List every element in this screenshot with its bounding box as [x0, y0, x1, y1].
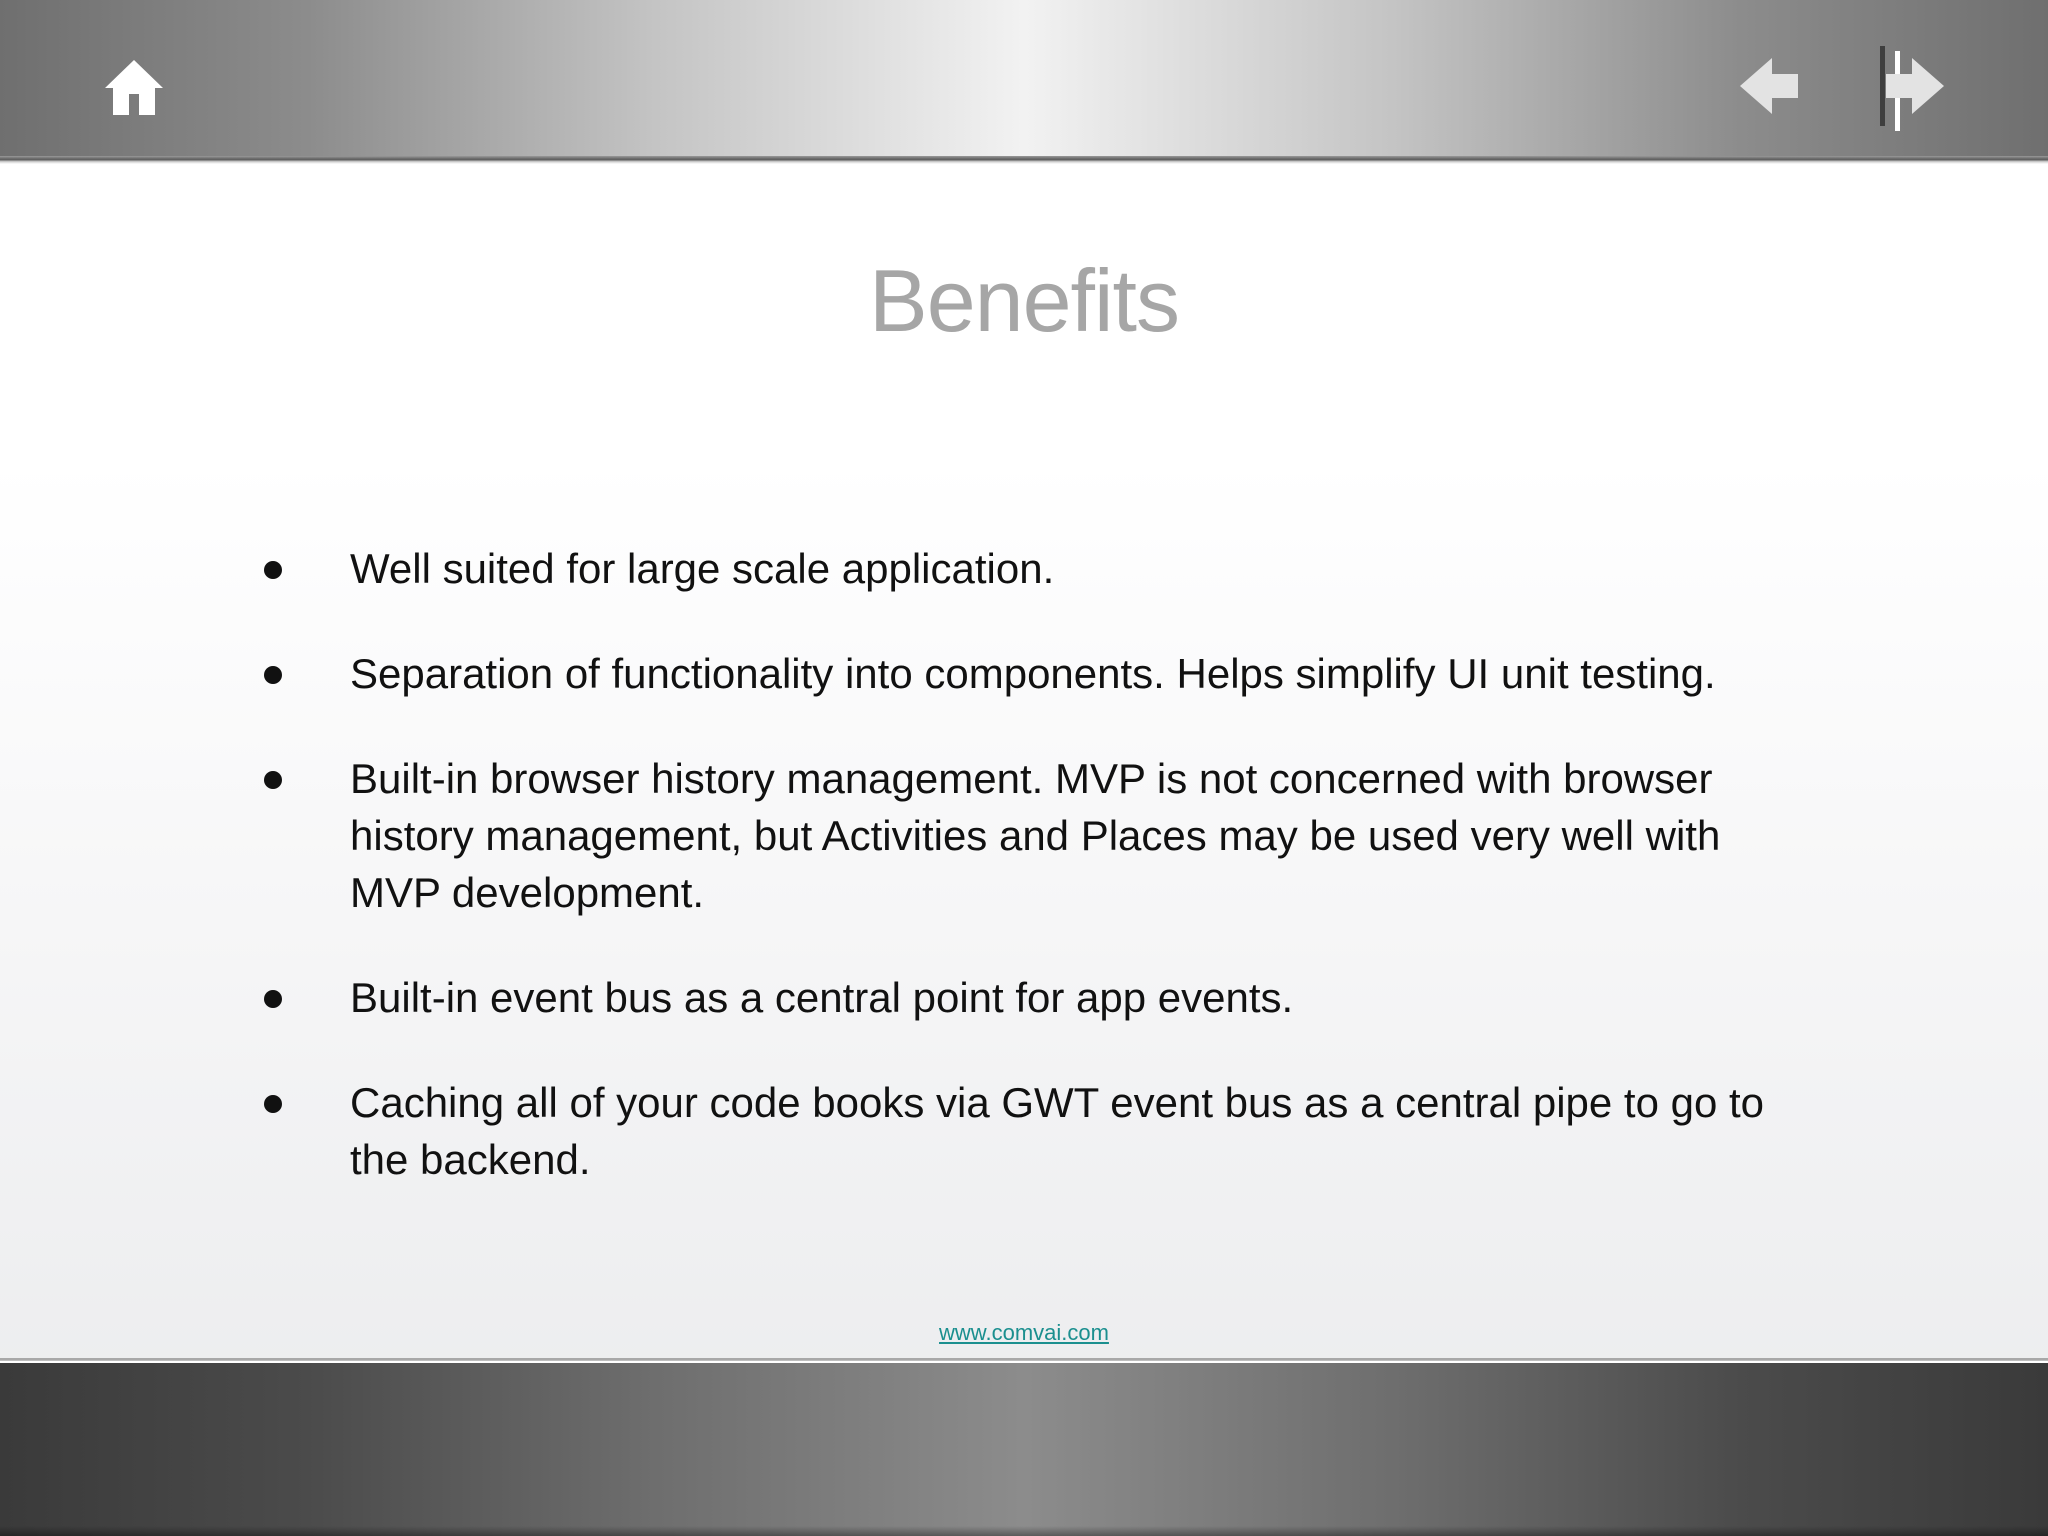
bullet-icon	[264, 990, 282, 1008]
website-link[interactable]: www.comvai.com	[939, 1320, 1109, 1345]
top-navigation-bar	[0, 0, 2048, 164]
bullet-item	[258, 645, 1818, 702]
bullet-icon	[264, 1095, 282, 1113]
arrow-right-icon[interactable]	[1886, 58, 1944, 114]
bullet-item	[258, 540, 1818, 597]
bullet-icon	[264, 666, 282, 684]
separator-dark	[1880, 46, 1885, 126]
bullet-text: Caching all of your code books via GWT event bus as a central pipe to go to the backend.	[350, 1079, 1765, 1183]
bullet-icon	[264, 561, 282, 579]
bullet-text: Built-in browser history management. MVP is not concerned with browser history management, but Activities and Places may be used very well with MVP development.	[350, 755, 1721, 916]
bullet-item	[258, 969, 1818, 1026]
bullet-item	[258, 750, 1818, 921]
slide-title: Benefits	[869, 251, 1179, 350]
bullet-text: Built-in event bus as a central point for app events.	[350, 974, 1294, 1021]
bullet-list	[258, 540, 1818, 1236]
bullet-item	[258, 1074, 1818, 1188]
arrow-left-icon[interactable]	[1740, 58, 1798, 114]
home-icon[interactable]	[105, 60, 163, 115]
bullet-text: Well suited for large scale application.	[350, 545, 1055, 592]
slide-navigation	[1740, 44, 1944, 132]
bottom-bar	[0, 1358, 2048, 1536]
footer	[0, 1320, 2048, 1346]
bullet-text: Separation of functionality into components. Helps simplify UI unit testing.	[350, 650, 1716, 697]
bullet-icon	[264, 771, 282, 789]
